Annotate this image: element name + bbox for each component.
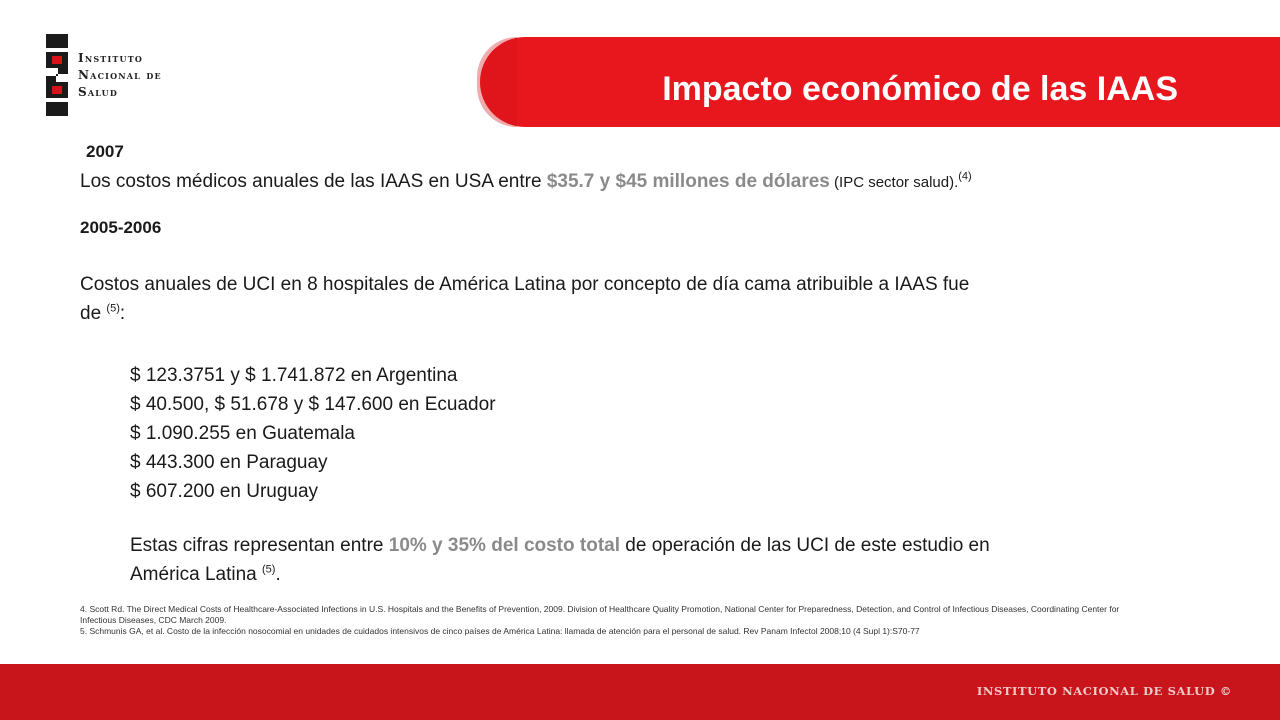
- summary-after: de operación de las UCI de este estudio en: [620, 535, 990, 556]
- list-item: $ 123.3751 y $ 1.741.872 en Argentina: [130, 365, 458, 386]
- section2-ref: (5): [106, 302, 120, 315]
- section1-text-after: (IPC sector salud).: [829, 174, 959, 191]
- cost-list: [130, 361, 496, 506]
- reference-4: 4. Scott Rd. The Direct Medical Costs of Healthcare-Associated Infections in U.S. Hospitals and the Benefits of Prevention, 2009. Division of Healthcare Quality Promotion, National Center for Preparedness, Detection, and Control of Infectious Diseases, Coordinating Center for Infectious Diseases, CDC March 2009.: [80, 604, 1120, 625]
- section2-year: 2005-2006: [80, 218, 162, 237]
- section1-paragraph: [80, 171, 972, 193]
- list-item: $ 1.090.255 en Guatemala: [130, 423, 356, 444]
- footer-bar: [0, 664, 1280, 720]
- list-item: $ 40.500, $ 51.678 y $ 147.600 en Ecuador: [130, 394, 496, 415]
- reference-5: 5. Schmunis GA, et al. Costo de la infección nosocomial en unidades de cuidados intensivos de cinco países de América Latina: llamada de atención para el personal de salud. Rev Panam Infectol 2008;10 (4 Supl 1):S70-77: [80, 626, 920, 636]
- summary-highlight: 10% y 35% del costo total: [388, 535, 620, 556]
- list-item: $ 607.200 en Uruguay: [130, 481, 319, 502]
- logo-line-1: Instituto: [78, 51, 144, 65]
- footer-text: INSTITUTO NACIONAL DE SALUD ©: [976, 684, 1232, 698]
- logo-line-2: Nacional de: [78, 68, 162, 82]
- summary-end: .: [275, 564, 281, 585]
- logo-line-3: Salud: [78, 85, 118, 99]
- section2-line2-text: de: [80, 303, 107, 324]
- summary-before: Estas cifras representan entre: [130, 535, 389, 556]
- ins-logo: [42, 34, 182, 120]
- references: [80, 604, 1140, 637]
- section1-text-before: Los costos médicos anuales de las IAAS en USA entre: [80, 171, 547, 192]
- section2-line1: Costos anuales de UCI en 8 hospitales de América Latina por concepto de día cama atribuible a IAAS fue: [80, 274, 970, 295]
- ins-logo-text: [78, 50, 162, 101]
- summary-line2-text: América Latina: [130, 564, 263, 585]
- ins-logo-mark-icon: [42, 34, 72, 116]
- page-title: Impacto económico de las IAAS: [662, 70, 1178, 108]
- list-item: $ 443.300 en Paraguay: [130, 452, 328, 473]
- section1-year: 2007: [86, 142, 124, 161]
- section1-highlight: $35.7 y $45 millones de dólares: [546, 171, 830, 192]
- summary-line1: [130, 535, 990, 557]
- summary-ref: (5): [262, 563, 276, 576]
- section2-line2-end: :: [119, 303, 126, 324]
- summary-line2: [130, 564, 281, 586]
- section2-line2: [80, 303, 125, 325]
- section1-ref: (4): [958, 170, 972, 183]
